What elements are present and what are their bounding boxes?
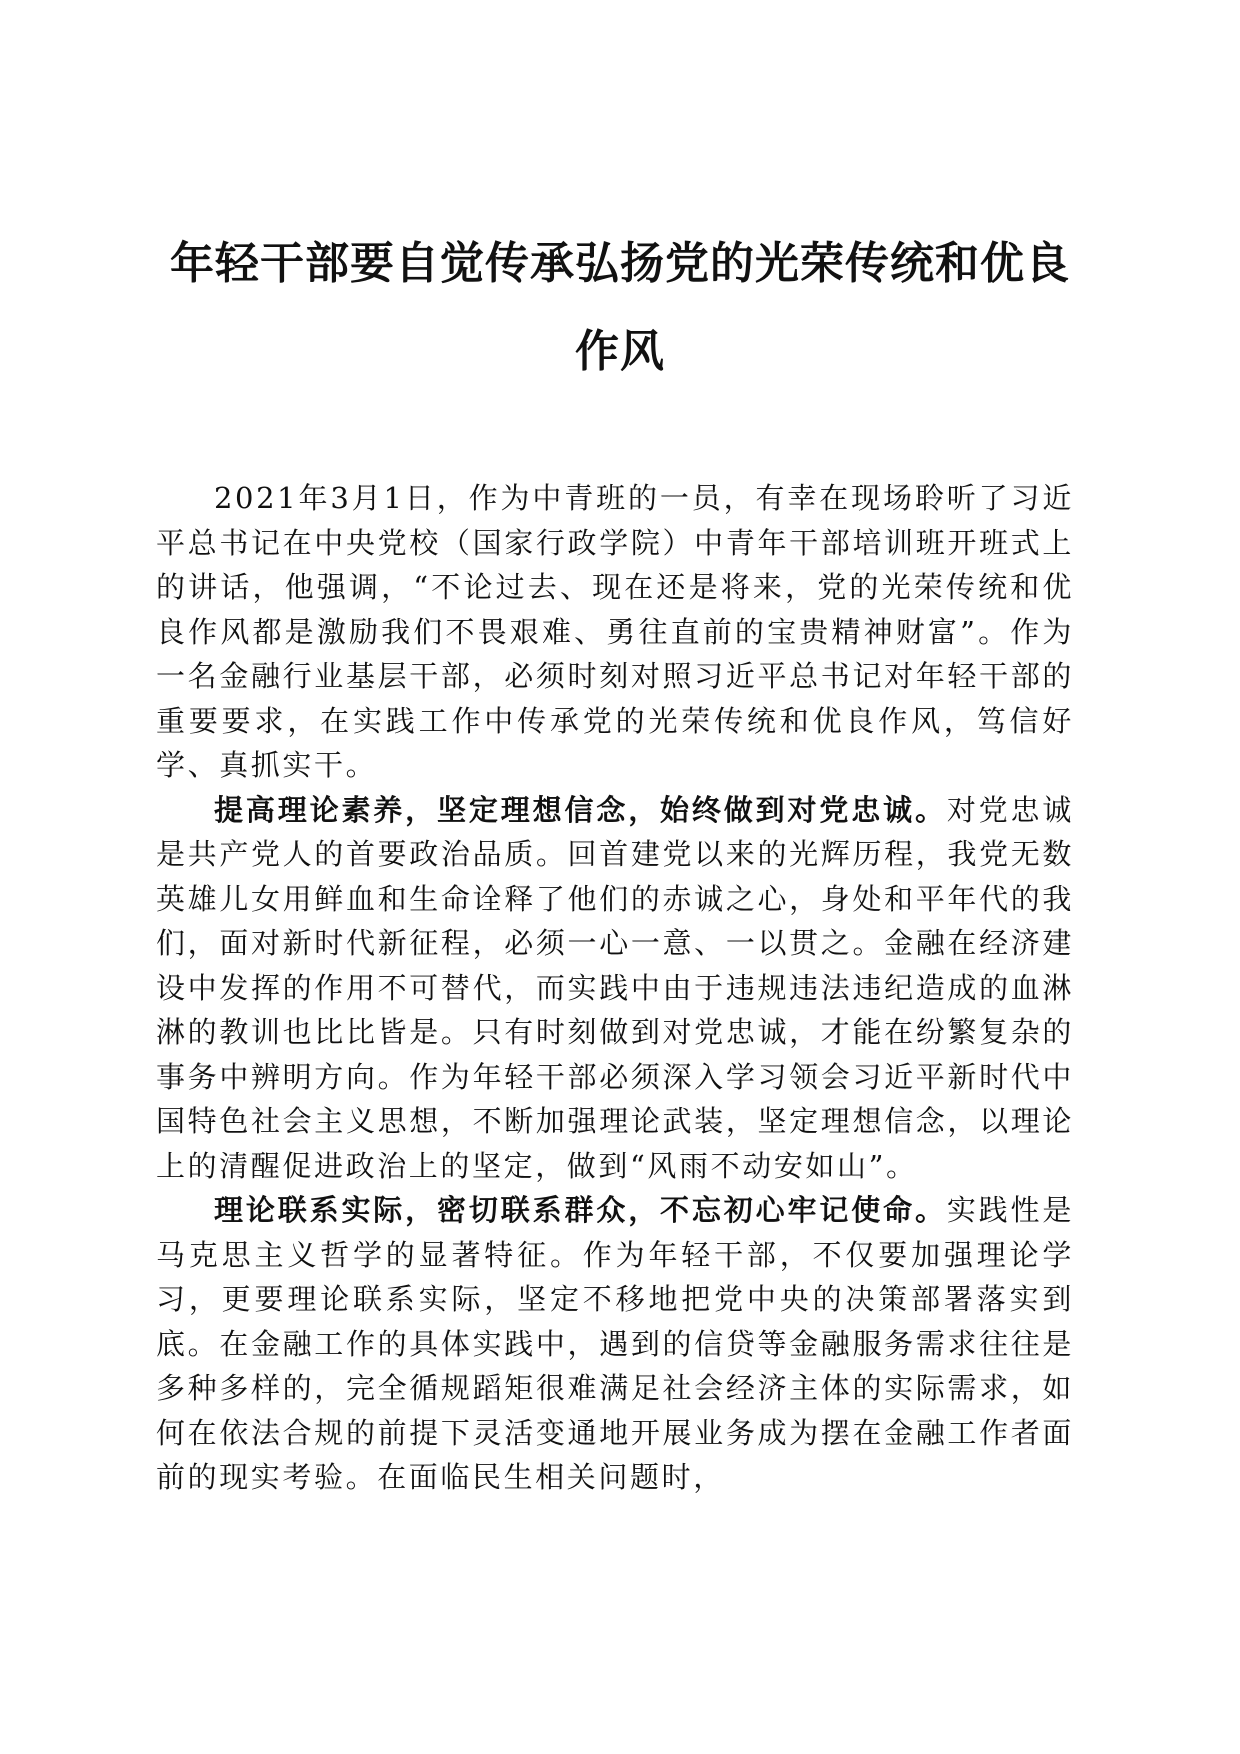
document-body	[156, 476, 1074, 1500]
paragraph-1	[156, 476, 1074, 788]
document-title	[140, 220, 1100, 396]
paragraph-lead: 提高理论素养，坚定理想信念，始终做到对党忠诚。	[214, 792, 947, 827]
paragraph-text: 实践性是马克思主义哲学的显著特征。作为年轻干部，不仅要加强理论学习，更要理论联系实际，坚定不移地把党中央的决策部署落实到底。在金融工作的具体实践中，遇到的信贷等金融服务需求往往是多种多样的，完全循规蹈矩很难满足社会经济主体的实际需求，如何在依法合规的前提下灵活变通地开展业务成为摆在金融工作者面前的现实考验。在面临民生相关问题时，	[156, 1193, 1074, 1494]
paragraph-text: 对党忠诚是共产党人的首要政治品质。回首建党以来的光辉历程，我党无数英雄儿女用鲜血和生命诠释了他们的赤诚之心，身处和平年代的我们，面对新时代新征程，必须一心一意、一以贯之。金融在经济建设中发挥的作用不可替代，而实践中由于违规违法违纪造成的血淋淋的教训也比比皆是。只有时刻做到对党忠诚，才能在纷繁复杂的事务中辨明方向。作为年轻干部必须深入学习领会习近平新时代中国特色社会主义思想，不断加强理论武装，坚定理想信念，以理论上的清醒促进政治上的坚定，做到“风雨不动安如山”。	[156, 792, 1074, 1183]
paragraph-3	[156, 1188, 1074, 1500]
paragraph-text: 2021年3月1日，作为中青班的一员，有幸在现场聆听了习近平总书记在中央党校（国家行政学院）中青年干部培训班开班式上的讲话，他强调，“不论过去、现在还是将来，党的光荣传统和优良作风都是激励我们不畏艰难、勇往直前的宝贵精神财富”。作为一名金融行业基层干部，必须时刻对照习近平总书记对年轻干部的重要要求，在实践工作中传承党的光荣传统和优良作风，笃信好学、真抓实干。	[156, 481, 1074, 782]
title-line-1: 年轻干部要自觉传承弘扬党的光荣传统和优良	[170, 238, 1070, 289]
title-line-2: 作风	[575, 326, 665, 377]
paragraph-lead: 理论联系实际，密切联系群众，不忘初心牢记使命。	[214, 1193, 947, 1227]
paragraph-2	[156, 788, 1074, 1189]
